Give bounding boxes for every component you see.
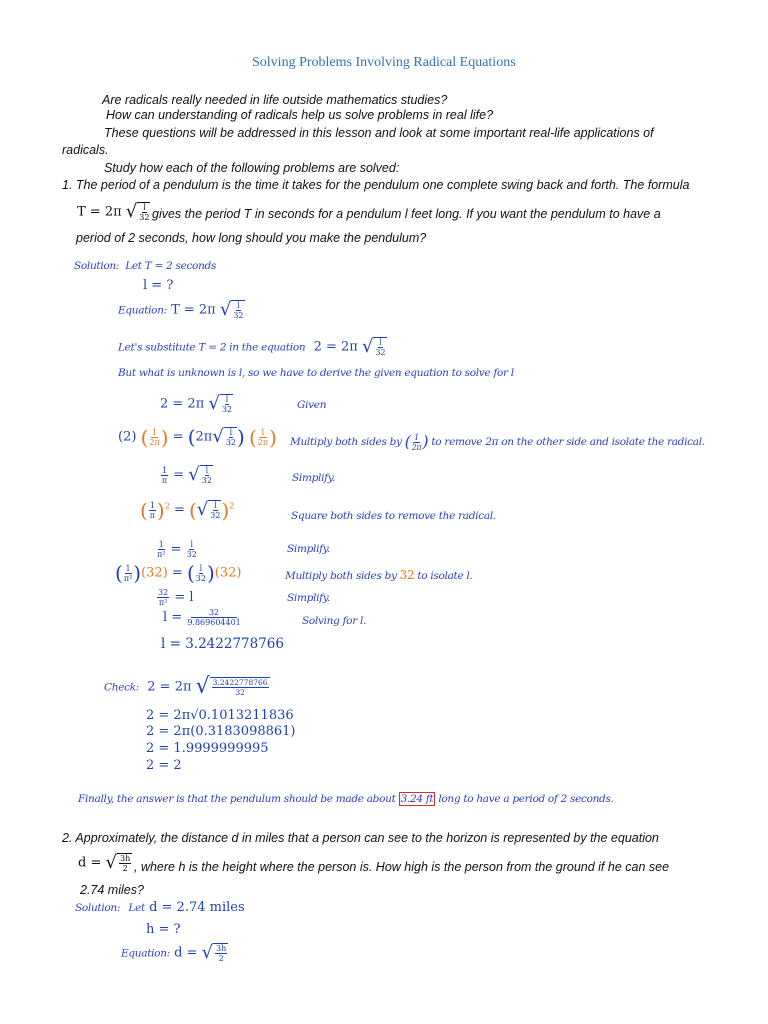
step-simplify-3: $\frac{32}{\text{π²}}$ = l bbox=[158, 588, 194, 607]
result: l = 3.2422778766 bbox=[161, 636, 284, 652]
intro-study: Study how each of the following problems are solved: bbox=[104, 161, 400, 175]
substitute-line: Let's substitute T = 2 in the equation 2 = 2π √ $\frac{l}{32}$ bbox=[118, 336, 386, 357]
intro-question-1: Are radicals really needed in life outside mathematics studies? bbox=[102, 93, 448, 107]
problem1-line2: gives the period T in seconds for a pendulum l feet long. If you want the pendulum to have a bbox=[152, 207, 661, 221]
problem2-unknown: h = ? bbox=[146, 922, 181, 937]
step-simplify-1-note: Simplify. bbox=[292, 472, 336, 484]
page-title: Solving Problems Involving Radical Equations bbox=[252, 55, 516, 70]
step-given-note: Given bbox=[297, 399, 327, 411]
problem2-solution: Solution: Let d = 2.74 miles bbox=[75, 900, 245, 915]
equation-line: Equation: T = 2π √ $\frac{l}{32}$ bbox=[118, 299, 244, 320]
problem1-line3: period of 2 seconds, how long should you make the pendulum? bbox=[76, 231, 427, 245]
step-simplify-2: $\frac{1}{\text{π²}}$ = $\frac{l}{32}$ bbox=[157, 540, 197, 559]
step-given: 2 = 2π √ $\frac{l}{32}$ bbox=[160, 393, 233, 414]
problem1-line1: 1. The period of a pendulum is the time it takes for the pendulum one complete swing back and forth. The formula bbox=[62, 178, 690, 192]
problem2-equation: Equation: d = √ $\frac{3h}{2}$ bbox=[121, 942, 227, 963]
intro-question-3-cont: radicals. bbox=[62, 143, 109, 157]
problem2-line3: 2.74 miles? bbox=[80, 883, 144, 897]
derive-line: But what is unknown is l, so we have to derive the given equation to solve for l bbox=[118, 367, 514, 379]
step-simplify-1: $\frac{1}{\pi}$ = √ $\frac{l}{32}$ bbox=[161, 464, 212, 485]
unknown-l: l = ? bbox=[143, 278, 174, 293]
step-multiply-32: ( $\frac{1}{\text{π²}}$ )(32) = ( $\frac{l}{32}$ )(32) bbox=[115, 561, 242, 585]
solution-label: Solution: Let T = 2 seconds bbox=[74, 260, 217, 272]
check-line-2: 2 = 2π√0.1013211836 bbox=[146, 708, 294, 723]
problem2-line1: 2. Approximately, the distance d in miles that a person can see to the horizon is represented by the equation bbox=[62, 831, 659, 845]
check-line-3: 2 = 2π(0.3183098861) bbox=[146, 724, 296, 739]
problem2-formula: d = √ $\frac{3h}{2}$ bbox=[78, 852, 131, 873]
step-multiply-32-note: Multiply both sides by 32 to isolate l. bbox=[285, 568, 473, 582]
step-multiply: (2) ( $\frac{1}{2\pi}$ ) = (2π √ $\frac{l}{32}$ ) ( $\frac{1}{2\pi}$ ) bbox=[118, 425, 277, 449]
problem1-formula: T = 2π √ $\frac{l}{32}$ bbox=[77, 201, 150, 222]
check-line-5: 2 = 2 bbox=[146, 758, 182, 773]
step-simplify-2-note: Simplify. bbox=[287, 543, 331, 555]
check-line-4: 2 = 1.9999999995 bbox=[146, 741, 269, 756]
problem2-line2: , where h is the height where the person is. How high is the person from the ground if he can see bbox=[134, 860, 670, 874]
step-multiply-note: Multiply both sides by ( $\frac{1}{2\pi}$ ) to remove 2π on the other side and isolate the radical. bbox=[290, 432, 705, 452]
step-square-note: Square both sides to remove the radical. bbox=[291, 510, 496, 522]
intro-question-3: These questions will be addressed in this lesson and look at some important real-life applications of bbox=[104, 126, 654, 140]
step-solve: l = $\frac{32}{9.869604401}$ bbox=[163, 608, 241, 627]
answer-box: 3.24 ft bbox=[400, 793, 434, 805]
step-simplify-3-note: Simplify. bbox=[287, 592, 331, 604]
check-line-1: Check: 2 = 2π √ $\frac{3.2422778766}{32}$ bbox=[104, 674, 268, 699]
step-solve-note: Solving for l. bbox=[302, 615, 367, 627]
final-answer: Finally, the answer is that the pendulum should be made about 3.24 ft long to have a period of 2 seconds. bbox=[78, 793, 614, 805]
intro-question-2: How can understanding of radicals help us solve problems in real life? bbox=[106, 108, 494, 122]
step-square: ( $\frac{1}{\pi}$ )$^2$ = ( √ $\frac{l}{32}$ )$^2$ bbox=[140, 498, 235, 522]
